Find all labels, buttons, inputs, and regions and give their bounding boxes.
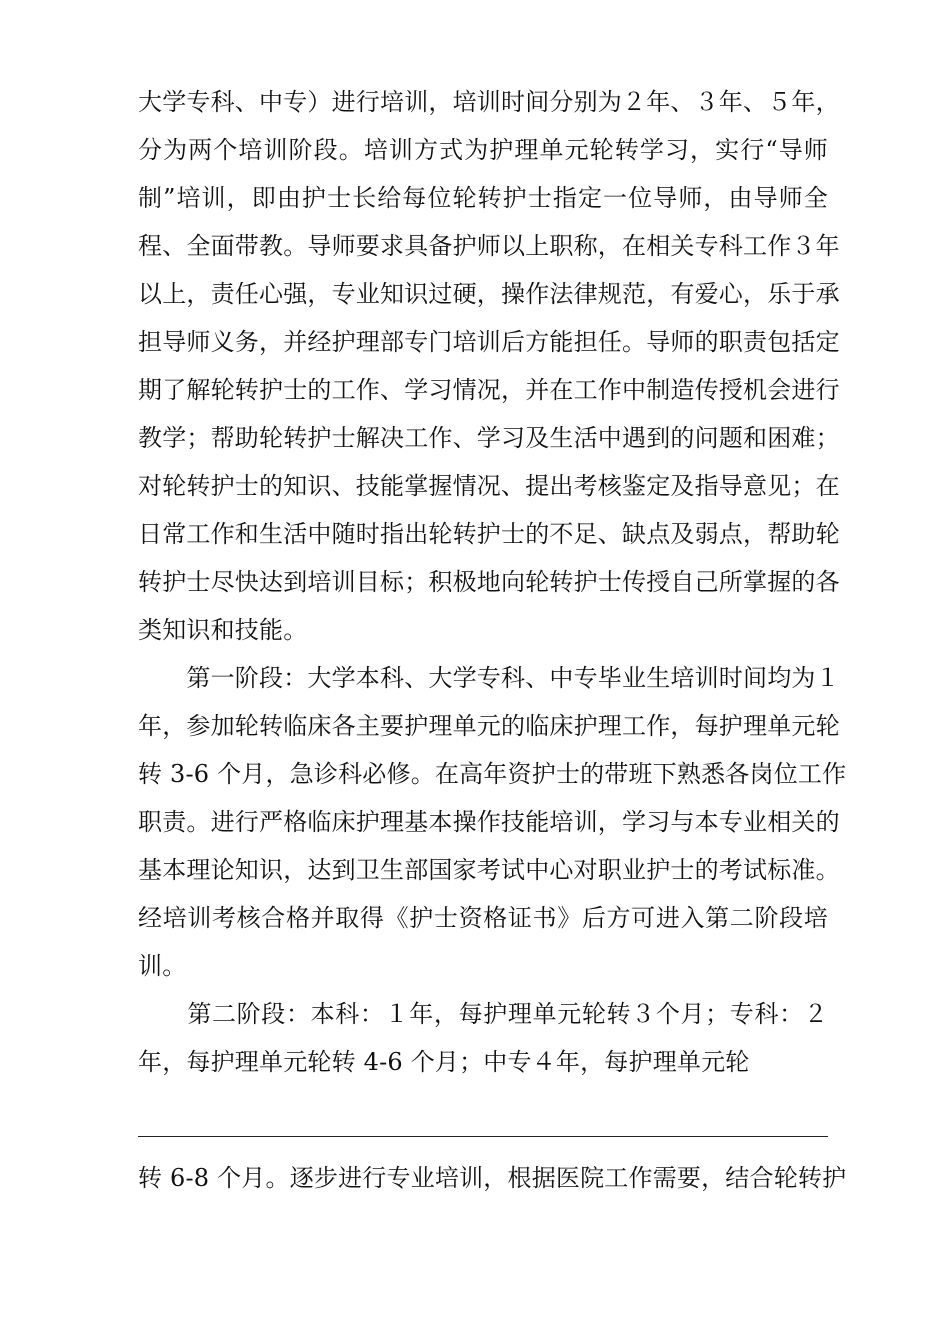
- text-line: 转 3-6 个月，急诊科必修。在高年资护士的带班下熟悉各岗位工作: [138, 760, 847, 788]
- document-body-page2: [138, 1154, 847, 1202]
- text-line: 类知识和技能。: [138, 616, 308, 644]
- text-line: 转 6-8 个月。逐步进行专业培训，根据医院工作需要，结合轮转护: [138, 1164, 847, 1192]
- text-line: 经培训考核合格并取得《护士资格证书》后方可进入第二阶段培: [138, 904, 828, 932]
- text-line: 年，每护理单元轮转 4-6 个月；中专４年，每护理单元轮: [138, 1048, 750, 1076]
- text-line: 担导师义务，并经护理部专门培训后方能担任。导师的职责包括定: [138, 328, 840, 356]
- text-line: 程、全面带教。导师要求具备护师以上职称，在相关专科工作３年: [138, 232, 840, 260]
- text-line: 年，参加轮转临床各主要护理单元的临床护理工作，每护理单元轮: [138, 712, 840, 740]
- document-body-page1: [138, 78, 847, 1086]
- text-line: 第二阶段：本科：１年，每护理单元轮转３个月；专科：２: [138, 1000, 828, 1028]
- text-line: 训。: [138, 952, 187, 980]
- text-line: 基本理论知识，达到卫生部国家考试中心对职业护士的考试标准。: [138, 856, 840, 884]
- page-divider: [138, 1136, 828, 1137]
- text-line: 以上，责任心强，专业知识过硬，操作法律规范，有爱心，乐于承: [138, 280, 840, 308]
- text-line: 分为两个培训阶段。培训方式为护理单元轮转学习，实行“导师: [138, 136, 828, 164]
- text-line: 日常工作和生活中随时指出轮转护士的不足、缺点及弱点，帮助轮: [138, 520, 840, 548]
- text-line: 职责。进行严格临床护理基本操作技能培训，学习与本专业相关的: [138, 808, 840, 836]
- text-line: 转护士尽快达到培训目标；积极地向轮转护士传授自己所掌握的各: [138, 568, 840, 596]
- text-line: 大学专科、中专）进行培训，培训时间分别为２年、３年、５年，: [138, 88, 840, 116]
- text-line: 制”培训，即由护士长给每位轮转护士指定一位导师，由导师全: [138, 184, 828, 212]
- text-line: 第一阶段：大学本科、大学专科、中专毕业生培训时间均为１: [138, 664, 840, 692]
- text-line: 教学；帮助轮转护士解决工作、学习及生活中遇到的问题和困难；: [138, 424, 840, 452]
- text-line: 对轮转护士的知识、技能掌握情况、提出考核鉴定及指导意见；在: [138, 472, 840, 500]
- text-line: 期了解轮转护士的工作、学习情况，并在工作中制造传授机会进行: [138, 376, 840, 404]
